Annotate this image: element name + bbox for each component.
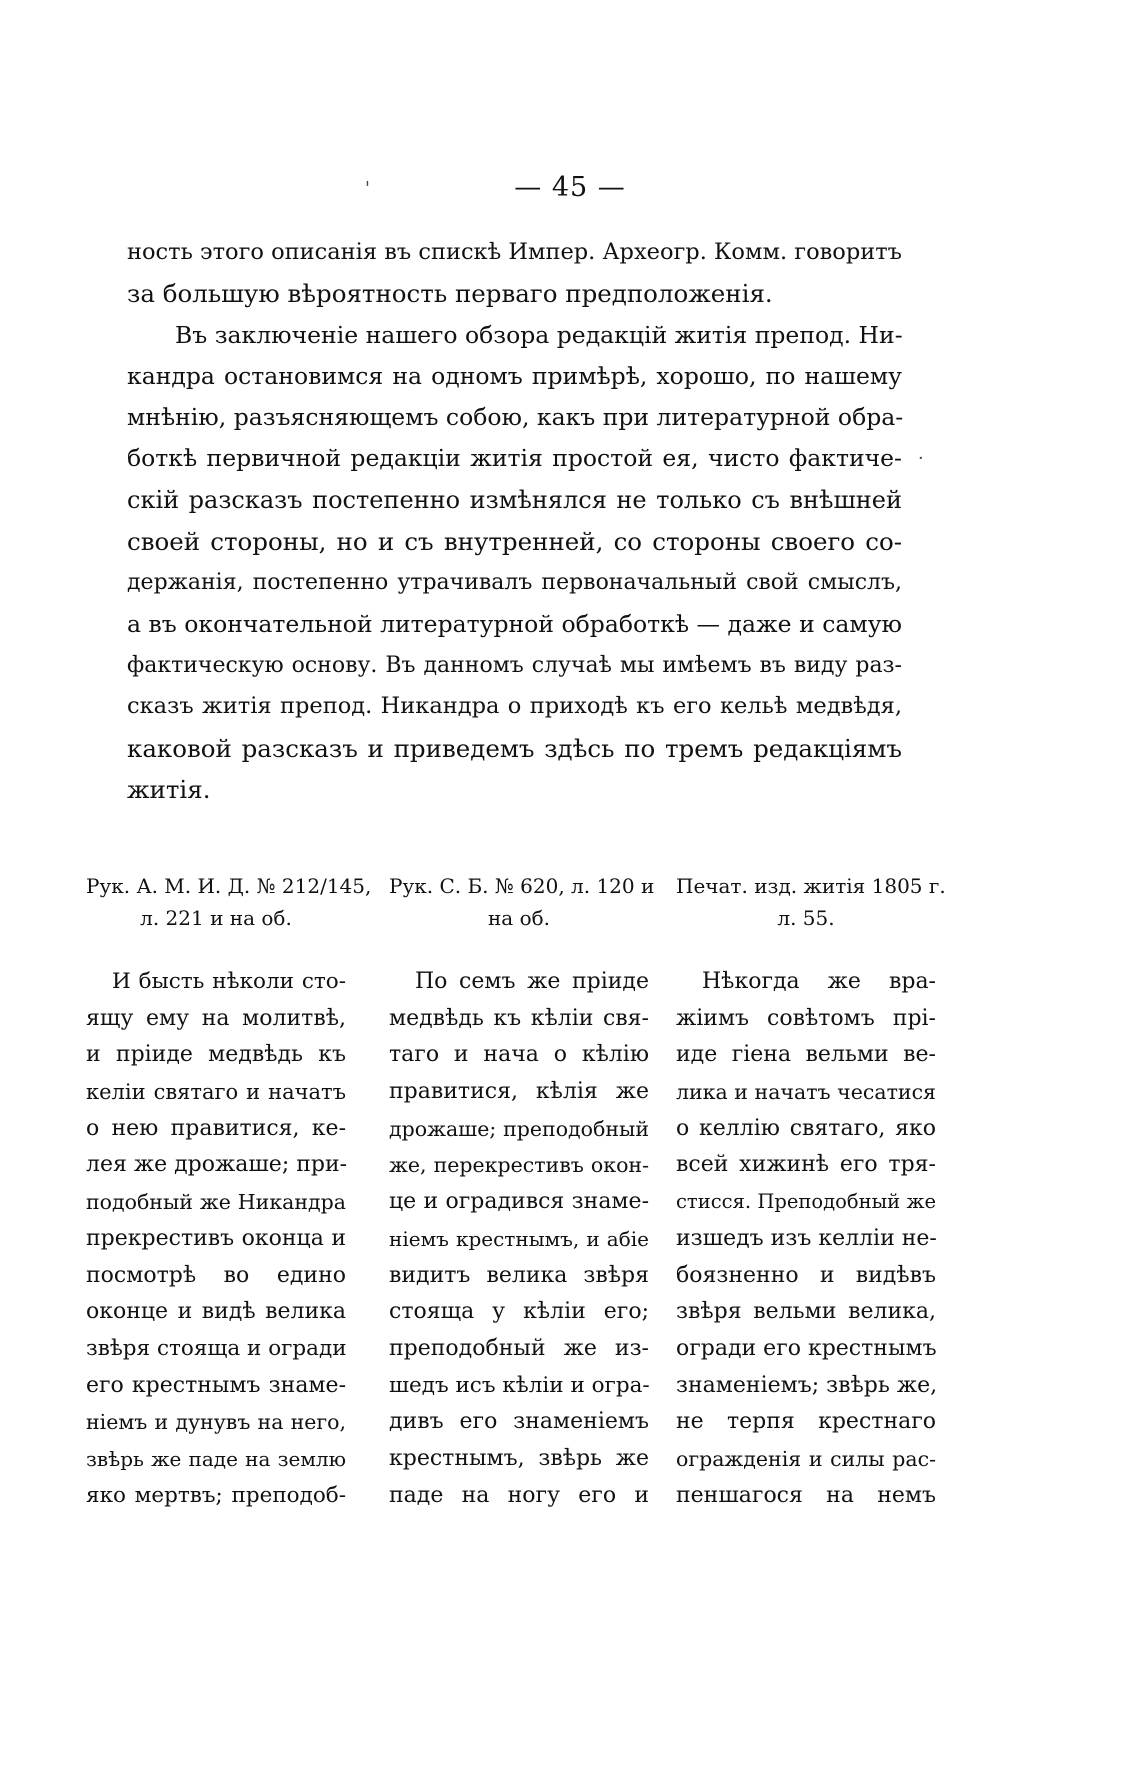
column-line: оконце и видѣ велика (86, 1299, 346, 1325)
column-line: И бысть нѣколи сто- (112, 969, 346, 994)
column-line: це и оградився знаме- (389, 1189, 649, 1215)
column-manuscript-amid (86, 870, 372, 1514)
column-line: По семъ же пріиде (415, 969, 649, 994)
column-header-line: на об. (487, 906, 551, 930)
column-line: огради его крестнымъ (676, 1335, 937, 1361)
text-line: Въ заключеніе нашего обзора редакцій житія препод. Ни- (175, 320, 903, 349)
text-line: каковой разсказъ и приведемъ здѣсь по тремъ редакціямъ (127, 733, 902, 763)
column-manuscript-sb (389, 870, 655, 1514)
column-line: лика и начатъ чесатися (676, 1080, 936, 1105)
text-line: боткѣ первичной редакціи житія простой ея, чисто фактиче- (127, 444, 902, 473)
column-line: иде гіена вельми ве- (676, 1042, 936, 1068)
column-line: пеншагося на немъ (676, 1482, 936, 1508)
column-line: стояща у кѣліи его; (389, 1299, 649, 1325)
page-number: — 45 — (514, 172, 626, 203)
column-line: подобный же Никандра (86, 1190, 346, 1215)
column-body (389, 964, 649, 1514)
column-line: яко мертвъ; преподоб- (86, 1482, 346, 1508)
column-line: звѣря стояща и огради (86, 1335, 347, 1361)
column-line: не терпя крестнаго (676, 1409, 936, 1435)
column-line: посмотрѣ во едино (86, 1262, 346, 1288)
text-line: кандра остановимся на одномъ примѣрѣ, хорошо, по нашему (127, 361, 902, 390)
column-line: стисся. Преподобный же (676, 1190, 936, 1214)
main-paragraphs (127, 232, 902, 810)
column-line: дрожаше; преподобный (389, 1116, 649, 1141)
column-line: медвѣдь къ кѣліи свя- (389, 1005, 649, 1031)
text-line: фактическую основу. Въ данномъ случаѣ мы имѣемъ въ виду раз- (127, 652, 902, 678)
column-body (676, 964, 936, 1514)
column-line: шедъ исъ кѣліи и огра- (389, 1372, 650, 1398)
column-line: таго и нача о кѣлію (389, 1042, 649, 1068)
text-line: сказъ житія препод. Никандра о приходѣ къ его кельѣ медвѣдя, (127, 693, 902, 720)
column-line: о келлію святаго, яко (676, 1115, 936, 1141)
column-line: келіи святаго и начатъ (86, 1080, 346, 1105)
column-header-line: Рук. А. М. И. Д. № 212/145, (86, 874, 372, 898)
column-line: прекрестивъ оконца и (86, 1225, 346, 1251)
column-line: ніемъ и дунувъ на него, (86, 1410, 346, 1435)
text-line: а въ окончательной литературной обработкѣ — даже и самую (127, 609, 902, 638)
text-line: скій разсказъ постепенно измѣнялся не только съ внѣшней (127, 485, 902, 514)
column-header-line: Печат. изд. житія 1805 г. (676, 874, 946, 898)
column-body (86, 964, 346, 1514)
column-line: жіимъ совѣтомъ прі- (676, 1005, 936, 1031)
column-line: всей хижинѣ его тря- (676, 1152, 936, 1178)
column-line: боязненно и видѣвъ (676, 1262, 936, 1288)
column-line: и пріиде медвѣдь къ (86, 1042, 346, 1068)
column-header (389, 870, 655, 934)
column-line: звѣря вельми велика, (676, 1299, 936, 1325)
column-header-line: Рук. С. Б. № 620, л. 120 и (389, 874, 655, 898)
print-speck: · (918, 448, 924, 469)
column-line: Нѣкогда же вра- (702, 969, 936, 994)
text-line: своей стороны, но и съ внутренней, со стороны своего со- (127, 527, 902, 557)
column-line: звѣрь же паде на землю (86, 1446, 346, 1471)
text-line: держанія, постепенно утрачивалъ первоначальный свой смыслъ, (127, 570, 902, 596)
column-line: преподобный же из- (389, 1335, 649, 1361)
column-line: ніемъ крестнымъ, и абіе (389, 1226, 649, 1251)
column-line: знаменіемъ; звѣрь же, (676, 1372, 938, 1398)
column-line: видитъ велика звѣря (389, 1262, 649, 1288)
text-line: ность этого описанія въ спискѣ Импер. Археогр. Комм. говоритъ (127, 239, 902, 265)
column-header-line: л. 55. (777, 906, 835, 930)
column-printed-edition (676, 870, 946, 1514)
column-line: о нею правитися, ке- (86, 1115, 346, 1141)
column-header (86, 870, 372, 934)
column-line: огражденія и силы рас- (676, 1446, 936, 1471)
column-line: правитися, кѣлія же (389, 1079, 649, 1105)
column-line: паде на ногу его и (389, 1482, 649, 1508)
text-line: житія. (127, 774, 211, 804)
column-line: же, перекрестивъ окон- (389, 1153, 649, 1178)
column-line: его крестнымъ знаме- (86, 1372, 346, 1398)
column-line: ящу ему на молитвѣ, (86, 1005, 346, 1031)
print-speck: ' (365, 178, 370, 199)
text-line: за большую вѣроятность перваго предположенія. (127, 279, 773, 309)
column-header-line: л. 221 и на об. (140, 906, 292, 930)
column-line: дивъ его знаменіемъ (389, 1409, 649, 1435)
column-header (676, 870, 946, 934)
redaction-columns (86, 870, 946, 1550)
column-line: лея же дрожаше; при- (86, 1152, 348, 1178)
column-line: изшедъ изъ келліи не- (676, 1225, 937, 1251)
column-line: крестнымъ, звѣрь же (389, 1445, 649, 1471)
text-line: мнѣнію, разъясняющемъ собою, какъ при литературной обра- (127, 403, 904, 432)
